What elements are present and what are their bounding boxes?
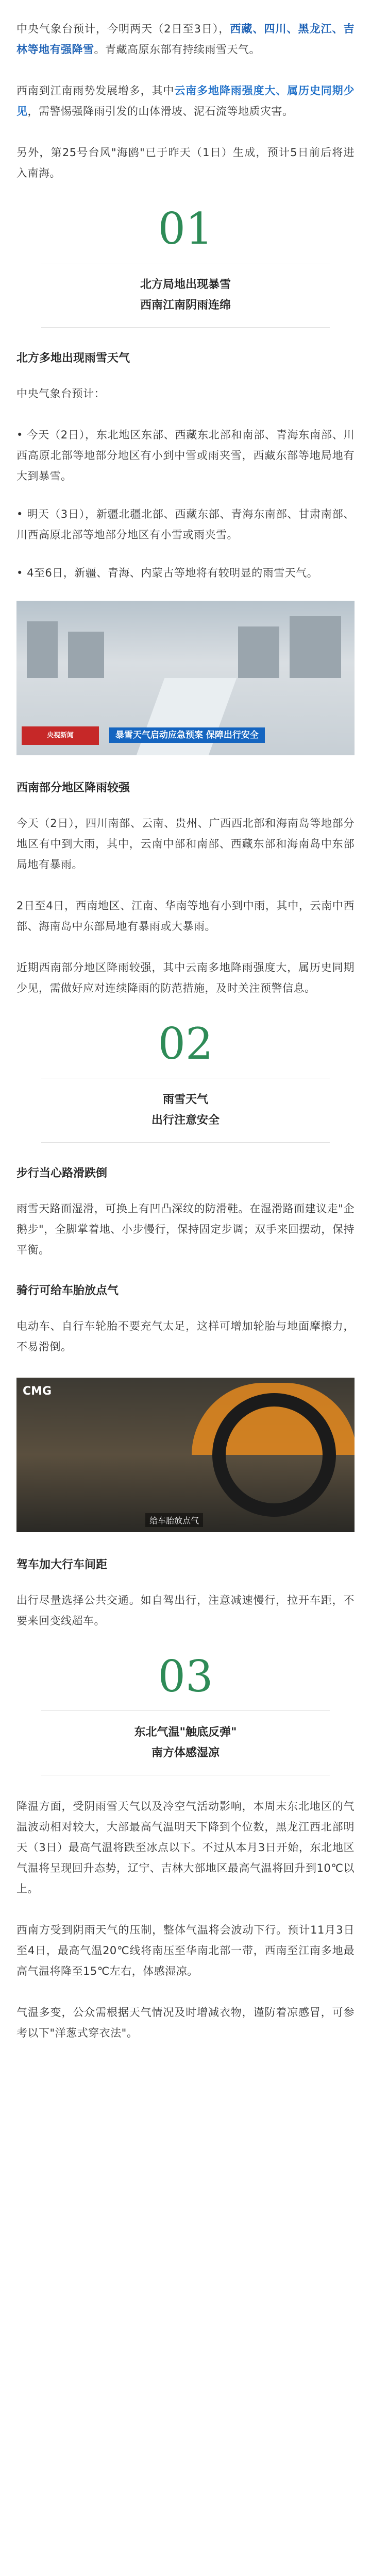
list-item: • 明天（3日），新疆北疆北部、西藏东部、青海东南部、甘肃南部、川西高原北部等地部分地区有小雪或雨夹雪。	[16, 508, 355, 541]
bullet-text-2: 明天（3日），新疆北疆北部、西藏东部、青海东南部、甘肃南部、川西高原北部等地部分地区有小雪或雨夹雪。	[16, 508, 355, 541]
section-2-subhead-walk: 步行当心路滑跌倒	[16, 1167, 108, 1180]
list-item: • 4至6日，新疆、青海、内蒙古等地将有较明显的雨雪天气。	[16, 567, 318, 579]
intro-p1-highlight: 西藏、四川、黑龙江、吉林等地有强降雪	[16, 23, 355, 56]
intro-paragraph-2	[16, 80, 355, 122]
section-2-title-box	[41, 1078, 330, 1143]
section-1-south-p1: 今天（2日），四川南部、云南、贵州、广西西北部和海南岛等地部分地区有中到大雨，其中，云南中部和南部、西藏东部和海南岛中东部局地有暴雨。	[16, 817, 355, 871]
section-3-p2: 西南方受到阴雨天气的压制，整体气温将会波动下行。预计11月3日至4日，最高气温20℃线将南压至华南北部一带，西南至江南多地最高气温将降至15℃左右，体感湿凉。	[16, 1924, 355, 1977]
intro-p2-text-b: ，需警惕强降雨引发的山体滑坡、泥石流等地质灾害。	[27, 105, 294, 117]
section-1-subhead-south: 西南部分地区降雨较强	[16, 782, 130, 794]
wheel-shape	[212, 1393, 336, 1517]
intro-p2-highlight: 云南多地降雨强度大、属历史同期少见	[16, 84, 355, 117]
news-logo: 央视新闻	[22, 726, 99, 745]
bullet-text-3: 4至6日，新疆、青海、内蒙古等地将有较明显的雨雪天气。	[27, 567, 318, 579]
building-shape	[27, 621, 58, 678]
section-2-subhead-ride: 骑行可给车胎放点气	[16, 1284, 119, 1297]
section-3-title-line-1: 东北气温"触底反弹"	[134, 1726, 237, 1739]
section-3-title-line-2: 南方体感湿凉	[151, 1747, 220, 1759]
intro-p1-text-a: 中央气象台预计，今明两天（2日至3日），	[16, 23, 230, 35]
section-1-title-line-2: 西南江南阴雨连绵	[140, 299, 231, 312]
section-1-title-line-1: 北方局地出现暴雪	[140, 278, 231, 291]
section-2-walk-text: 雨雪天路面湿滑，可换上有凹凸深纹的防滑鞋。在湿滑路面建议走"企鹅步"，全脚掌着地、小步慢行，保持固定步调；双手来回摆动，保持平衡。	[16, 1202, 355, 1256]
bike-tire-photo	[16, 1378, 355, 1532]
section-1-number: 01	[158, 204, 213, 254]
section-2-title-line-2: 出行注意安全	[151, 1114, 220, 1127]
snowy-road	[137, 678, 237, 755]
intro-paragraph-1	[16, 19, 355, 60]
building-shape	[68, 632, 104, 678]
photo-caption: 给车胎放点气	[145, 1513, 203, 1527]
intro-p1-text-b: 。青藏高原东部有持续雨雪天气。	[94, 43, 260, 56]
section-1-south-p3: 近期西南部分地区降雨较强，其中云南多地降雨强度大，属历史同期少见，需做好应对连续降雨的防范措施，及时关注预警信息。	[16, 961, 355, 994]
news-banner: 暴雪天气启动应急预案 保障出行安全	[109, 727, 265, 743]
snow-city-photo	[16, 601, 355, 755]
section-2-drive-text: 出行尽量选择公共交通。如自驾出行，注意减速慢行，拉开车距，不要来回变线超车。	[16, 1594, 355, 1627]
intro-paragraph-3: 另外，第25号台风"海鸥"已于昨天（1日）生成，预计5日前后将进入南海。	[16, 146, 355, 179]
bullet-text-1: 今天（2日），东北地区东部、西藏东北部和南部、青海东南部、川西高原北部等地部分地区有小到中雪或雨夹雪，西藏东部等地局地有大到暴雪。	[16, 429, 355, 482]
section-3-title-box	[41, 1710, 330, 1775]
section-1-south-p2: 2日至4日，西南地区、江南、华南等地有小到中雨，其中，云南中西部、海南岛中东部局地有暴雨或大暴雨。	[16, 900, 355, 933]
section-3-p1: 降温方面，受阴雨雪天气以及冷空气活动影响，本周末东北地区的气温波动相对较大，大部最高气温明天下降到个位数，黑龙江西北部明天（3日）最高气温将跌至冰点以下。不过从本月3日开始，东北地区气温将呈现回升态势，辽宁、吉林大部地区最高气温将回升到10℃以上。	[16, 1800, 355, 1895]
section-1-lead: 中央气象台预计：	[16, 387, 105, 400]
section-1-subhead-north: 北方多地出现雨雪天气	[16, 352, 130, 365]
building-shape	[238, 626, 279, 678]
intro-p2-text-a: 西南到江南雨势发展增多，其中	[16, 84, 175, 97]
list-item: • 今天（2日），东北地区东部、西藏东北部和南部、青海东南部、川西高原北部等地部分地区有小到中雪或雨夹雪，西藏东部等地局地有大到暴雪。	[16, 429, 355, 482]
section-3-p3: 气温多变，公众需根据天气情况及时增减衣物，谨防着凉感冒，可参考以下"洋葱式穿衣法"。	[16, 2006, 355, 2039]
section-2-number: 02	[158, 1019, 213, 1069]
section-1-title-box	[41, 263, 330, 328]
section-2-subhead-drive: 驾车加大行车间距	[16, 1558, 108, 1571]
cmg-logo: CMG	[23, 1385, 52, 1398]
section-2-title-line-1: 雨雪天气	[162, 1093, 208, 1106]
section-3-number: 03	[158, 1651, 213, 1702]
building-shape	[290, 616, 341, 678]
section-2-ride-text: 电动车、自行车轮胎不要充气太足，这样可增加轮胎与地面摩擦力，不易滑倒。	[16, 1320, 355, 1353]
